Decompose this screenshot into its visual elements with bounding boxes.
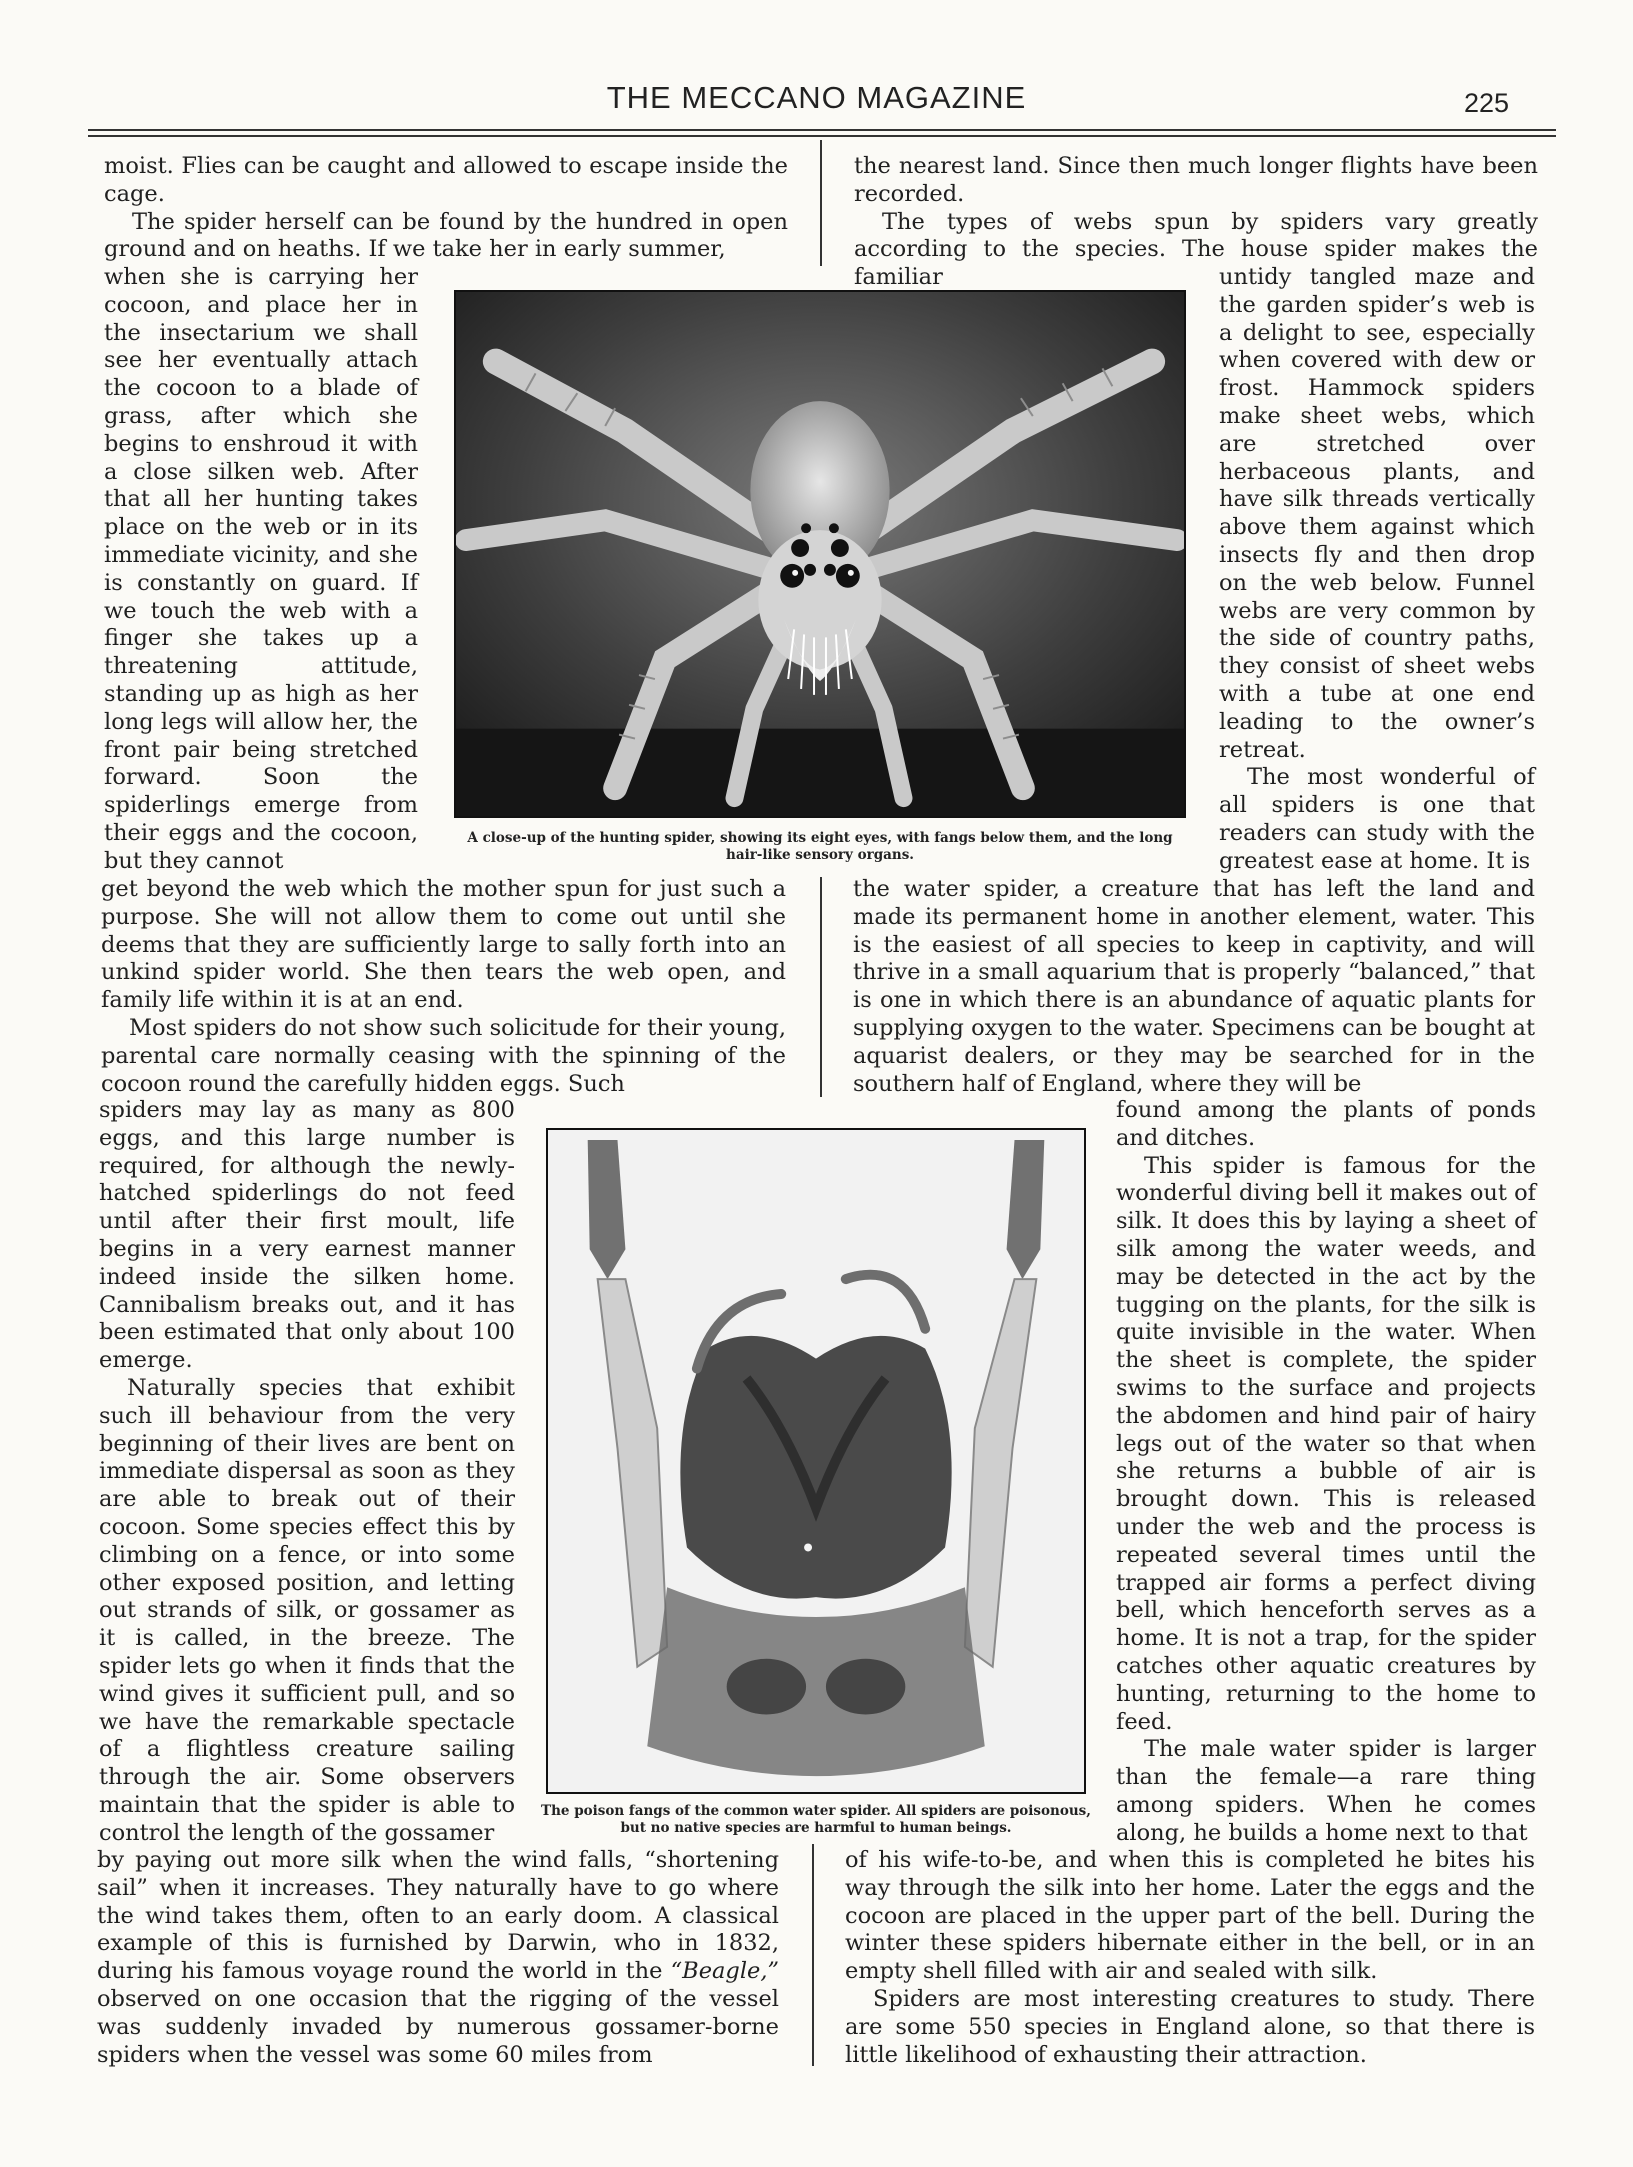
column-divider-middle <box>820 877 822 1097</box>
left-wrap-lower <box>99 1097 515 1848</box>
column-divider-top <box>820 140 822 266</box>
paragraph: by paying out more silk when the wind falls, “shortening sail” when it increases. They naturally have to go where the wind takes them, often to an early doom. A classical example of this is furnished by Darwin, who in 1832, during his famous voyage round the world in the “Beagle,” observed on one occasion that the rigging of the vessel was suddenly invaded by numerous gossamer-borne spiders when the vessel was some 60 miles from <box>97 1847 779 2068</box>
paragraph: Most spiders do not show such solicitude for their young, parental care normally ceasing with the spinning of the cocoon round the carefully hidden eggs. Such <box>101 1014 786 1097</box>
left-column-bottom <box>97 1847 779 2069</box>
paragraph: get beyond the web which the mother spun for just such a purpose. She will not allow them to come out until she deems that they are sufficiently large to sally forth into an unkind spider world. She then tears the web open, and family life within it is at an end. <box>101 876 786 1014</box>
paragraph: untidy tangled maze and the garden spider’s web is a delight to see, especially when covered with dew or frost. Hammock spiders make sheet webs, which are stretched over herbaceous plants, and have silk threads vertically above them against which insects fly and then drop on the web below. Funnel webs are very common by the side of country paths, they consist of sheet webs with a tube at one end leading to the owner’s retreat. <box>1219 264 1535 763</box>
paragraph: moist. Flies can be caught and allowed to escape inside the cage. <box>104 153 788 207</box>
water-spider-fangs-photo <box>546 1128 1086 1794</box>
right-wrap-upper <box>1219 264 1535 876</box>
hunting-spider-illustration <box>456 292 1184 816</box>
hunting-spider-caption: A close-up of the hunting spider, showing its eight eyes, with fangs below them, and the long hair-like sensory organs. <box>467 830 1173 863</box>
water-spider-caption: The poison fangs of the common water spider. All spiders are poisonous, but no native species are harmful to human beings. <box>541 1803 1091 1836</box>
magazine-title: THE MECCANO MAGAZINE <box>606 80 1027 115</box>
paragraph: of his wife-to-be, and when this is completed he bites his way through the silk into her home. Later the eggs and the cocoon are placed in the upper part of the bell. During the winter these spiders hibernate either in the bell, or in an empty shell filled with air and sealed with silk. <box>845 1847 1535 1985</box>
paragraph: This spider is famous for the wonderful diving bell it makes out of silk. It does this by laying a sheet of silk among the water weeds, and may be detected in the act by the tugging on the plants, for the silk is quite invisible in the water. When the sheet is complete, the spider swims to the surface and projects the abdomen and hind pair of hairy legs out of the water so that when she returns a bubble of air is brought down. This is released under the web and the process is repeated several times until the trapped air forms a perfect diving bell, which henceforth serves as a home. It is not a trap, for the spider catches other aquatic creatures by hunting, returning to the home to feed. <box>1116 1152 1536 1735</box>
paragraph: the water spider, a creature that has left the land and made its permanent home in another element, water. This is the easiest of all species to keep in captivity, and will thrive in a small aquarium that is properly “balanced,” that is one in which there is an abundance of aquatic plants for supplying oxygen to the water. Specimens can be bought at aquarist dealers, or they may be searched for in the southern half of England, where they will be <box>853 876 1535 1097</box>
right-wrap-lower <box>1116 1097 1536 1848</box>
right-column-bottom <box>845 1847 1535 2069</box>
paragraph: spiders may lay as many as 800 eggs, and this large number is required, for although the newly-hatched spiderlings do not feed until after their first moult, life begins in a very earnest manner indeed inside the silken home. Cannibalism breaks out, and it has been estimated that only about 100 emerge. <box>99 1097 515 1374</box>
header-rule-bottom <box>88 135 1556 137</box>
paragraph: found among the plants of ponds and ditches. <box>1116 1097 1536 1151</box>
left-column-middle <box>101 876 786 1098</box>
paragraph: Spiders are most interesting creatures to study. There are some 550 species in England alone, so that there is little likelihood of exhausting their attraction. <box>845 1985 1535 2068</box>
left-wrap-upper <box>104 264 418 876</box>
paragraph: The spider herself can be found by the hundred in open ground and on heaths. If we take her in early summer, <box>104 208 788 263</box>
paragraph: when she is carrying her cocoon, and place her in the insectarium we shall see her eventually attach the cocoon to a blade of grass, after which she begins to enshroud it with a close silken web. After that all her hunting takes place on the web or in its immediate vicinity, and she is constantly on guard. If we touch the web with a finger she takes up a threatening attitude, standing up as high as her long legs will allow her, the front pair being stretched forward. Soon the spiderlings emerge from their eggs and the cocoon, but they cannot <box>104 264 418 874</box>
left-column-top <box>104 153 788 264</box>
paragraph: The male water spider is larger than the female—a rare thing among spiders. When he comes along, he builds a home next to that <box>1116 1736 1536 1846</box>
ship-name: “Beagle,” <box>670 1958 779 1985</box>
paragraph: The types of webs spun by spiders vary greatly according to the species. The house spider makes the familiar <box>854 208 1538 291</box>
paragraph: The most wonderful of all spiders is one that readers can study with the greatest ease at home. It is <box>1219 764 1535 874</box>
water-spider-fangs-illustration <box>548 1130 1084 1792</box>
right-column-middle <box>853 876 1535 1098</box>
page-number: 225 <box>1464 88 1510 118</box>
paragraph: the nearest land. Since then much longer flights have been recorded. <box>854 153 1538 207</box>
hunting-spider-photo <box>454 290 1186 818</box>
paragraph: Naturally species that exhibit such ill behaviour from the very beginning of their lives are bent on immediate dispersal as soon as they are able to break out of their cocoon. Some species effect this by climbing on a fence, or into some other exposed position, and letting out strands of silk, or gossamer as it is called, in the breeze. The spider lets go when it finds that the wind gives it sufficient pull, and so we have the remarkable spectacle of a flightless creature sailing through the air. Some observers maintain that the spider is able to control the length of the gossamer <box>99 1374 515 1846</box>
column-divider-bottom <box>812 1844 814 2066</box>
header-rule-top <box>88 129 1556 131</box>
